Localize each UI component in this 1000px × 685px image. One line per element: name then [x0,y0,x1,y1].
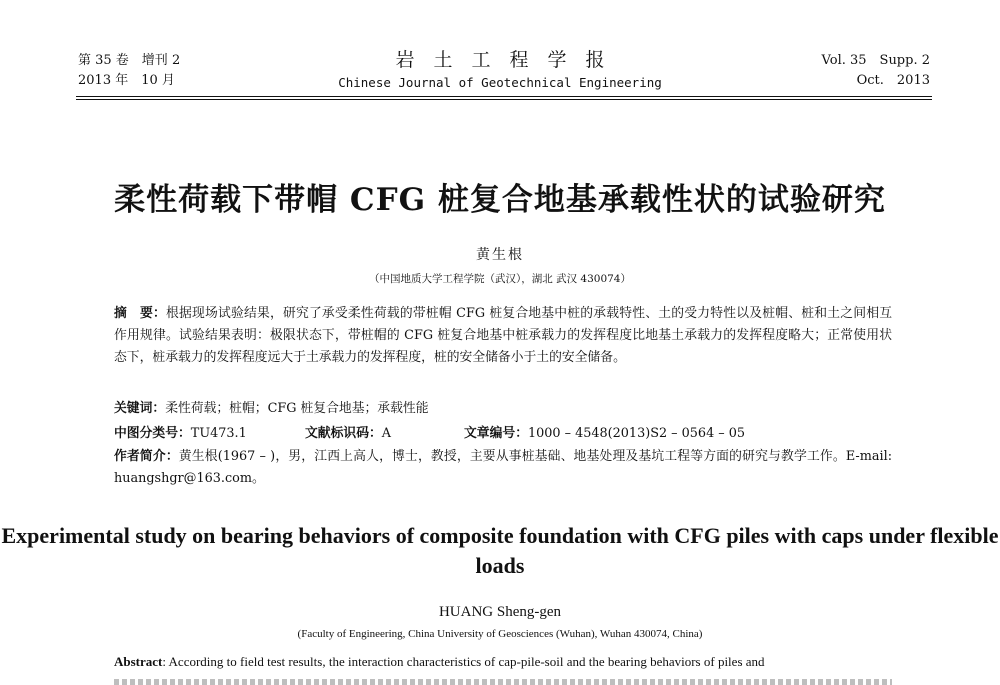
author-bio-label: 作者简介： [114,449,179,464]
author-affiliation-en: (Faculty of Engineering, China University of Geosciences (Wuhan), Wuhan 430074, China) [297,628,703,640]
paper-title-en: Experimental study on bearing behaviors of composite foundation with CFG piles with caps under flexible loads [1,523,999,578]
journal-title-en: Chinese Journal of Geotechnical Engineering [338,75,662,90]
abstract-en [114,651,892,673]
article-number-value: 1000 – 4548(2013)S2 – 0564 – 05 [527,426,746,441]
classification-row [114,423,247,445]
doc-code-row [305,423,391,445]
author-name-cn: 黄生根 [476,247,524,263]
abstract-cn-text: 根据现场试验结果，研究了承受柔性荷载的带桩帽 CFG 桩复合地基中桩的承载特性、土的受力特性以及桩帽、桩和土之间相互作用规律。试验结果表明：极限状态下，带桩帽的 CFG 桩复合地基中桩承载力的发挥程度比地基土承载力的发挥程度略大；正常使用状态下，桩承载力的发挥程度远大于土承载力的发挥程度，桩的安全储备小于土的安全储备。 [114,306,892,365]
keywords-text: 柔性荷载；桩帽；CFG 桩复合地基；承载性能 [165,401,429,416]
author-bio [114,446,892,490]
author-name-en: HUANG Sheng-gen [438,604,562,620]
abstract-cn [114,303,892,369]
author-affiliation-cn: （中国地质大学工程学院（武汉），湖北 武汉 430074） [368,273,631,285]
author-bio-text: 黄生根(1967 – )，男，江西上高人，博士，教授，主要从事桩基础、地基处理及基坑工程等方面的研究与教学工作。E-mail: huangshgr@163.com。 [114,449,893,486]
date-en: Oct. 2013 [856,73,930,88]
volume-cn: 第 35 卷 增刊 2 [78,53,181,68]
abstract-en-label: Abstract [114,654,163,669]
header-rule-top [76,96,932,97]
date-cn: 2013 年 10 月 [78,73,175,88]
article-number-row [464,423,745,445]
doc-code-value: A [381,426,392,441]
keywords-label: 关键词： [114,401,166,416]
cut-off-text-line [114,679,892,685]
header-rule-bottom [76,99,932,100]
paper-title-cn: 柔性荷载下带帽 CFG 桩复合地基承载性状的试验研究 [114,182,886,218]
clc-label: 中图分类号： [114,426,191,441]
abstract-en-text: : According to field test results, the interaction characteristics of cap-pile-soil and the bearing behaviors of piles and [162,654,765,669]
volume-en: Vol. 35 Supp. 2 [821,53,930,68]
journal-title-cn: 岩 土 工 程 学 报 [395,49,605,71]
article-number-label: 文章编号： [464,426,528,441]
clc-value: TU473.1 [190,426,247,441]
keywords-row [114,398,429,420]
abstract-cn-label: 摘 要： [114,306,166,321]
doc-code-label: 文献标识码： [305,426,382,441]
